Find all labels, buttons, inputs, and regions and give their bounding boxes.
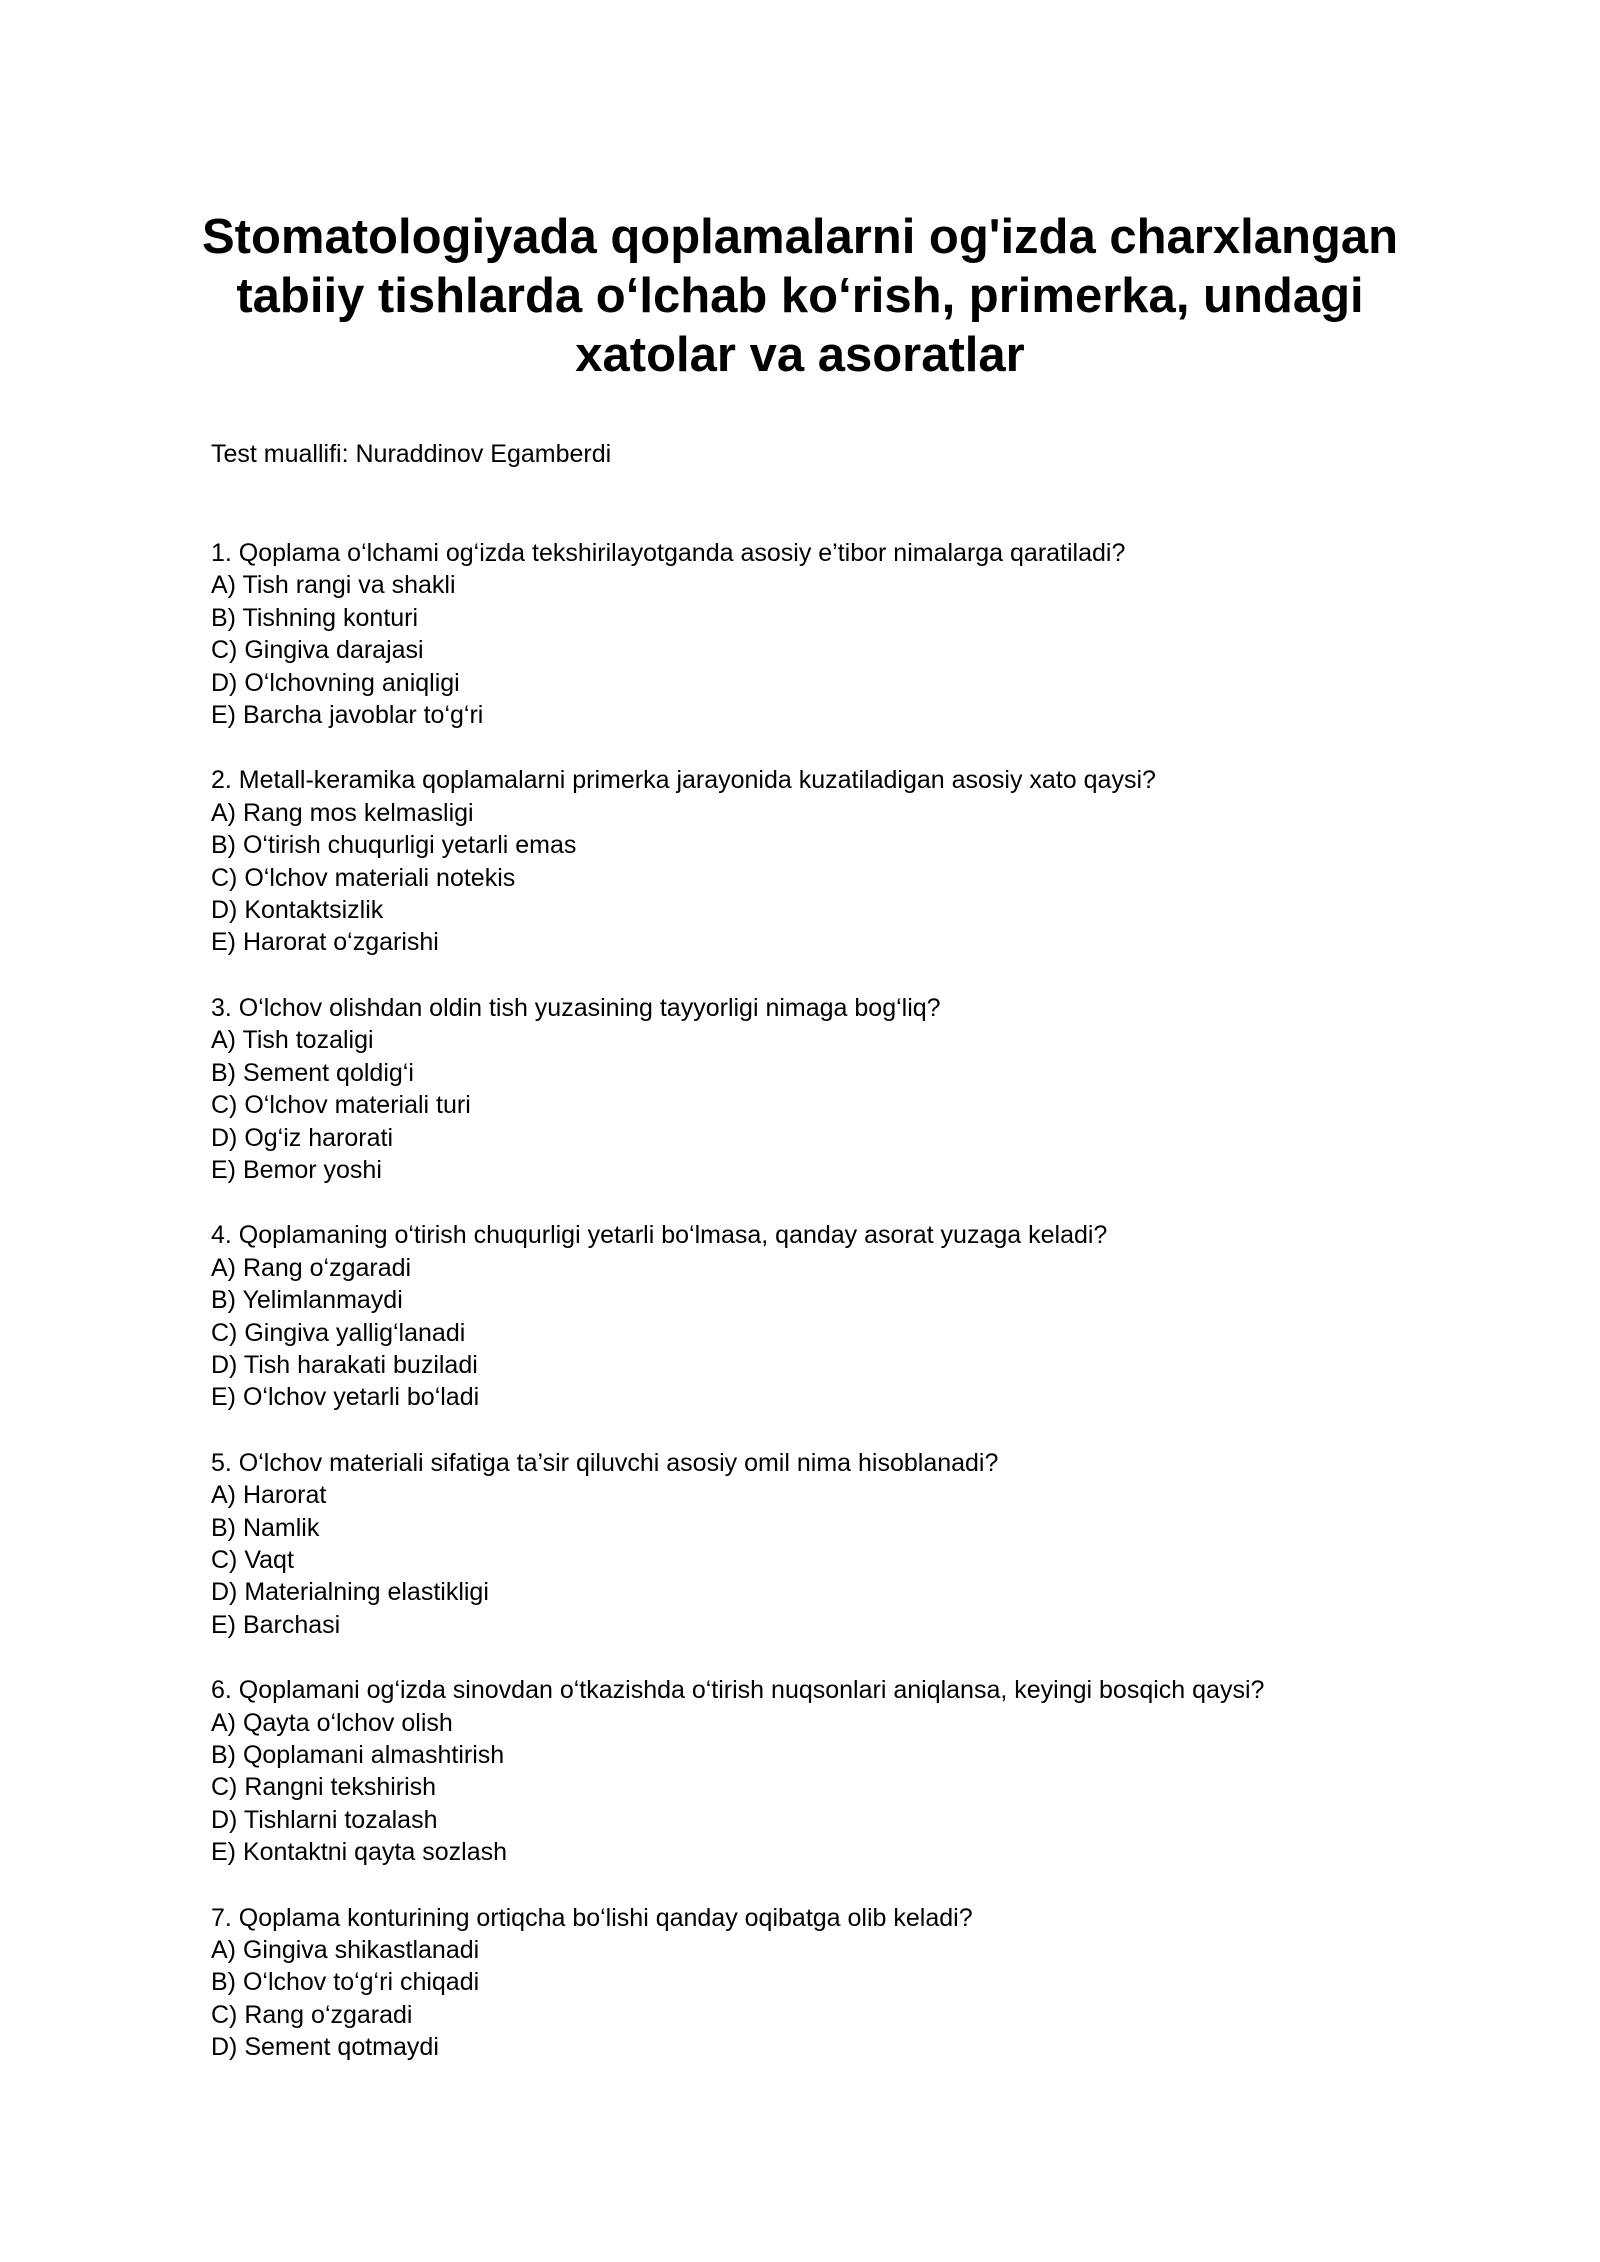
- question-text: 1. Qoplama o‘lchami og‘izda tekshirilayotganda asosiy e’tibor nimalarga qaratiladi?: [211, 539, 1126, 567]
- question-block: [211, 1447, 1461, 1641]
- answer-option: A) Qayta o‘lchov olish: [211, 1708, 453, 1737]
- answer-option: C) Gingiva darajasi: [211, 636, 424, 665]
- answer-option: B) Tishning konturi: [211, 603, 419, 632]
- answer-option: A) Tish tozaligi: [211, 1026, 374, 1055]
- answer-option: C) Rang o‘zgaradi: [211, 2000, 413, 2029]
- answer-option: A) Gingiva shikastlanadi: [211, 1936, 480, 1965]
- answer-option: E) Kontaktni qayta sozlash: [211, 1838, 507, 1867]
- answer-option: A) Tish rangi va shakli: [211, 571, 456, 600]
- answer-option: D) Tish harakati buziladi: [211, 1350, 478, 1379]
- author-line: Test muallifi: Nuraddinov Egamberdi: [211, 440, 612, 468]
- question-block: [211, 1902, 1461, 2064]
- answer-option: A) Rang o‘zgaradi: [211, 1253, 412, 1282]
- answer-option: A) Harorat: [211, 1481, 327, 1510]
- answer-option: B) Namlik: [211, 1513, 320, 1542]
- document-title: Stomatologiyada qoplamalarni og'izda charxlangan tabiiy tishlarda o‘lchab ko‘rish, primerka, undagi xatolar va asoratlar: [201, 210, 1399, 382]
- question-block: [211, 764, 1461, 958]
- question-block: [211, 1219, 1461, 1413]
- answer-option: C) Vaqt: [211, 1545, 294, 1574]
- answer-option: D) O‘lchovning aniqligi: [211, 668, 460, 697]
- question-block: [211, 537, 1461, 731]
- answer-option: E) Barcha javoblar to‘g‘ri: [211, 701, 484, 730]
- answer-option: E) Bemor yoshi: [211, 1155, 382, 1184]
- answer-option: D) Tishlarni tozalash: [211, 1805, 438, 1834]
- answer-option: C) O‘lchov materiali turi: [211, 1091, 471, 1120]
- answer-option: B) Sement qoldig‘i: [211, 1058, 414, 1087]
- question-text: 6. Qoplamani og‘izda sinovdan o‘tkazishda o‘tirish nuqsonlari aniqlansa, keyingi bosqich qaysi?: [211, 1676, 1265, 1705]
- question-block: [211, 992, 1461, 1186]
- answer-option: B) O‘lchov to‘g‘ri chiqadi: [211, 1968, 480, 1997]
- answer-option: E) Barchasi: [211, 1610, 341, 1639]
- answer-option: C) Gingiva yallig‘lanadi: [211, 1318, 466, 1347]
- answer-option: B) O‘tirish chuqurligi yetarli emas: [211, 831, 577, 860]
- question-text: 7. Qoplama konturining ortiqcha bo‘lishi qanday oqibatga olib keladi?: [211, 1903, 973, 1932]
- question-text: 3. O‘lchov olishdan oldin tish yuzasining tayyorligi nimaga bog‘liq?: [211, 993, 941, 1022]
- question-text: 5. O‘lchov materiali sifatiga ta’sir qiluvchi asosiy omil nima hisoblanadi?: [211, 1448, 999, 1477]
- question-text: 2. Metall-keramika qoplamalarni primerka jarayonida kuzatiladigan asosiy xato qaysi?: [211, 766, 1156, 795]
- answer-option: A) Rang mos kelmasligi: [211, 798, 474, 827]
- answer-option: B) Qoplamani almashtirish: [211, 1741, 505, 1769]
- answer-option: D) Sement qotmaydi: [211, 2033, 439, 2062]
- answer-option: B) Yelimlanmaydi: [211, 1286, 403, 1315]
- question-list: [211, 537, 1461, 2097]
- question-text: 4. Qoplamaning o‘tirish chuqurligi yetarli bo‘lmasa, qanday asorat yuzaga keladi?: [211, 1221, 1108, 1250]
- answer-option: E) O‘lchov yetarli bo‘ladi: [211, 1383, 480, 1412]
- answer-option: D) Kontaktsizlik: [211, 896, 384, 925]
- answer-option: C) O‘lchov materiali notekis: [211, 863, 516, 892]
- question-block: [211, 1674, 1461, 1868]
- answer-option: D) Og‘iz harorati: [211, 1123, 393, 1152]
- answer-option: C) Rangni tekshirish: [211, 1773, 437, 1802]
- answer-option: E) Harorat o‘zgarishi: [211, 928, 439, 957]
- answer-option: D) Materialning elastikligi: [211, 1578, 489, 1607]
